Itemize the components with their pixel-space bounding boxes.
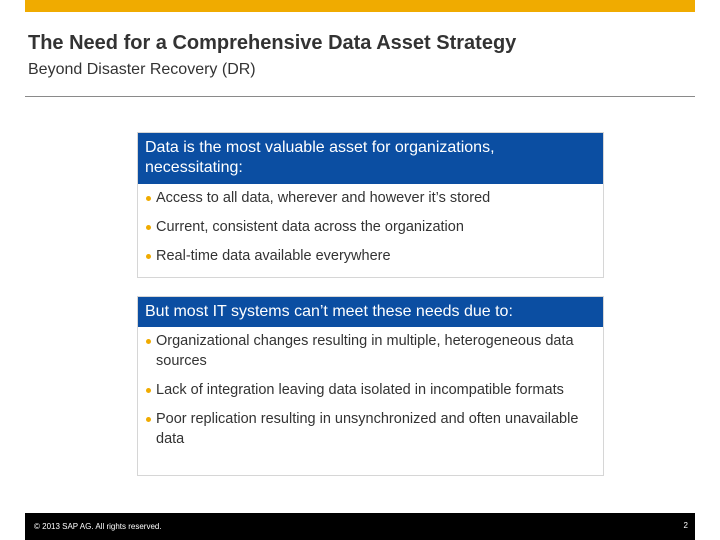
needs-list bbox=[138, 184, 603, 266]
bullet-icon bbox=[146, 254, 151, 259]
slide-subtitle: Beyond Disaster Recovery (DR) bbox=[28, 61, 256, 78]
list-item-text: Lack of integration leaving data isolated in incompatible formats bbox=[156, 382, 564, 398]
list-item-text: Real-time data available everywhere bbox=[156, 248, 391, 264]
list-item bbox=[146, 217, 595, 237]
list-item-text: Poor replication resulting in unsynchronized and often unavailable data bbox=[156, 411, 579, 447]
list-item bbox=[146, 380, 595, 400]
list-item-text: Current, consistent data across the organization bbox=[156, 219, 464, 235]
bullet-icon bbox=[146, 388, 151, 393]
bullet-icon bbox=[146, 225, 151, 230]
bullet-icon bbox=[146, 417, 151, 422]
bullet-icon bbox=[146, 339, 151, 344]
list-item bbox=[146, 331, 595, 371]
list-item-text: Organizational changes resulting in multiple, heterogeneous data sources bbox=[156, 333, 574, 369]
title-divider bbox=[25, 96, 695, 97]
slide-title: The Need for a Comprehensive Data Asset Strategy bbox=[28, 32, 517, 54]
footer-bar bbox=[25, 513, 695, 540]
list-item bbox=[146, 409, 595, 449]
list-item-text: Access to all data, wherever and however it’s stored bbox=[156, 190, 491, 206]
page-number: 2 bbox=[683, 521, 688, 530]
top-accent-bar bbox=[25, 0, 695, 12]
needs-box-header: Data is the most valuable asset for organizations, necessitating: bbox=[138, 133, 603, 184]
problems-box-header: But most IT systems can’t meet these needs due to: bbox=[138, 297, 603, 327]
problems-list bbox=[138, 327, 603, 449]
list-item bbox=[146, 246, 595, 266]
bullet-icon bbox=[146, 196, 151, 201]
problems-box bbox=[137, 296, 604, 476]
list-item bbox=[146, 188, 595, 208]
needs-box bbox=[137, 132, 604, 278]
copyright-text: © 2013 SAP AG. All rights reserved. bbox=[34, 522, 162, 531]
